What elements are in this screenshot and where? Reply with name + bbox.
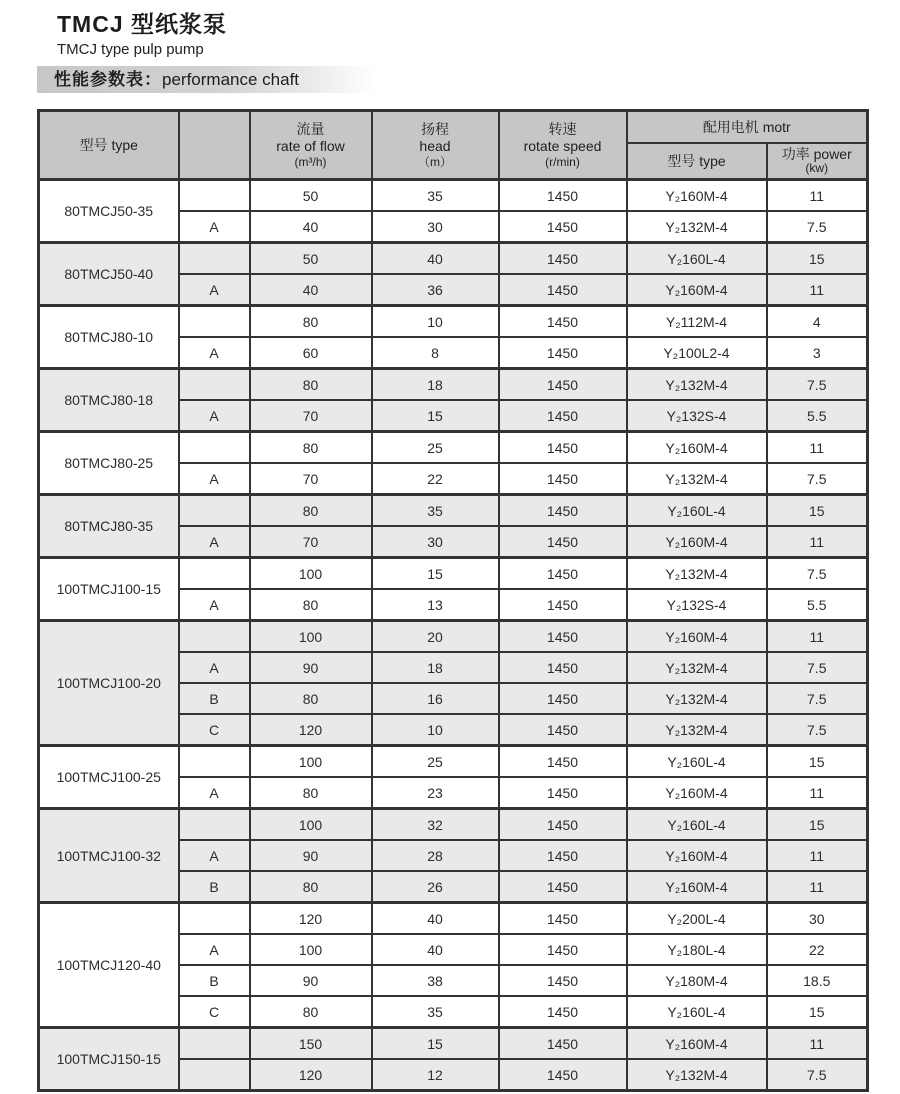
pump-group xyxy=(39,243,868,306)
flow-cell: 120 xyxy=(250,903,372,935)
power-label: 功率 power xyxy=(781,145,852,162)
head-cell: 40 xyxy=(372,243,499,275)
variant-cell xyxy=(179,432,250,464)
speed-cell: 1450 xyxy=(499,243,627,275)
motor-model-cell: Y₂160M-4 xyxy=(627,526,767,558)
col-header-speed xyxy=(499,111,627,180)
variant-cell: A xyxy=(179,526,250,558)
speed-cell: 1450 xyxy=(499,495,627,527)
power-cell: 11 xyxy=(767,1028,868,1060)
flow-cell: 80 xyxy=(250,306,372,338)
head-cell: 13 xyxy=(372,589,499,621)
speed-cell: 1450 xyxy=(499,621,627,653)
model-cell: 80TMCJ80-10 xyxy=(39,306,179,369)
speed-cell: 1450 xyxy=(499,337,627,369)
head-cell: 10 xyxy=(372,714,499,746)
speed-cell: 1450 xyxy=(499,306,627,338)
speed-cell: 1450 xyxy=(499,180,627,212)
head-cell: 35 xyxy=(372,996,499,1028)
power-cell: 11 xyxy=(767,526,868,558)
speed-cell: 1450 xyxy=(499,683,627,714)
motor-model-cell: Y₂160M-4 xyxy=(627,274,767,306)
speed-cell: 1450 xyxy=(499,589,627,621)
flow-cell: 70 xyxy=(250,400,372,432)
speed-cell: 1450 xyxy=(499,903,627,935)
motor-model-cell: Y₂132S-4 xyxy=(627,589,767,621)
col-header-motor-model: 型号 type xyxy=(627,143,767,180)
motor-model-cell: Y₂132M-4 xyxy=(627,1059,767,1091)
power-cell: 7.5 xyxy=(767,211,868,243)
table-row xyxy=(39,243,868,275)
model-cell: 80TMCJ80-18 xyxy=(39,369,179,432)
flow-cell: 100 xyxy=(250,746,372,778)
flow-cell: 70 xyxy=(250,463,372,495)
variant-cell: A xyxy=(179,274,250,306)
power-cell: 4 xyxy=(767,306,868,338)
variant-cell xyxy=(179,903,250,935)
speed-label-zh: 转速 xyxy=(548,120,577,137)
head-cell: 12 xyxy=(372,1059,499,1091)
head-cell: 25 xyxy=(372,432,499,464)
head-cell: 30 xyxy=(372,211,499,243)
variant-cell xyxy=(179,621,250,653)
head-cell: 25 xyxy=(372,746,499,778)
table-row xyxy=(39,746,868,778)
model-cell: 100TMCJ100-20 xyxy=(39,621,179,746)
variant-cell: A xyxy=(179,777,250,809)
flow-unit: (m³/h) xyxy=(294,154,327,169)
table-row xyxy=(39,558,868,590)
pump-group xyxy=(39,495,868,558)
head-cell: 32 xyxy=(372,809,499,841)
model-cell: 100TMCJ100-32 xyxy=(39,809,179,903)
motor-model-cell: Y₂160M-4 xyxy=(627,871,767,903)
head-label-en: head xyxy=(419,138,451,155)
head-cell: 38 xyxy=(372,965,499,996)
variant-cell: A xyxy=(179,211,250,243)
motor-model-cell: Y₂160M-4 xyxy=(627,180,767,212)
pump-group xyxy=(39,809,868,903)
head-cell: 40 xyxy=(372,903,499,935)
pump-group xyxy=(39,558,868,621)
speed-cell: 1450 xyxy=(499,652,627,683)
flow-cell: 80 xyxy=(250,777,372,809)
motor-model-cell: Y₂100L2-4 xyxy=(627,337,767,369)
speed-cell: 1450 xyxy=(499,274,627,306)
flow-cell: 50 xyxy=(250,243,372,275)
head-cell: 15 xyxy=(372,558,499,590)
speed-cell: 1450 xyxy=(499,777,627,809)
flow-label-en: rate of flow xyxy=(276,138,345,155)
power-cell: 18.5 xyxy=(767,965,868,996)
head-cell: 40 xyxy=(372,934,499,965)
speed-cell: 1450 xyxy=(499,840,627,871)
flow-cell: 150 xyxy=(250,1028,372,1060)
model-cell: 100TMCJ150-15 xyxy=(39,1028,179,1091)
motor-model-cell: Y₂160L-4 xyxy=(627,243,767,275)
speed-cell: 1450 xyxy=(499,1028,627,1060)
speed-label-en: rotate speed xyxy=(523,138,602,155)
motor-model-cell: Y₂160M-4 xyxy=(627,432,767,464)
variant-cell xyxy=(179,809,250,841)
power-cell: 11 xyxy=(767,274,868,306)
page-title: TMCJ 型纸浆泵 xyxy=(57,11,227,37)
flow-cell: 100 xyxy=(250,809,372,841)
head-cell: 26 xyxy=(372,871,499,903)
power-cell: 7.5 xyxy=(767,683,868,714)
pump-group xyxy=(39,432,868,495)
pump-group xyxy=(39,369,868,432)
flow-cell: 90 xyxy=(250,965,372,996)
head-cell: 15 xyxy=(372,1028,499,1060)
head-cell: 10 xyxy=(372,306,499,338)
variant-cell xyxy=(179,1028,250,1060)
power-unit: (kw) xyxy=(805,161,829,176)
motor-model-cell: Y₂160L-4 xyxy=(627,996,767,1028)
head-cell: 35 xyxy=(372,495,499,527)
table-row xyxy=(39,369,868,401)
power-cell: 3 xyxy=(767,337,868,369)
flow-cell: 50 xyxy=(250,180,372,212)
flow-cell: 100 xyxy=(250,621,372,653)
flow-cell: 80 xyxy=(250,495,372,527)
model-cell: 80TMCJ80-25 xyxy=(39,432,179,495)
variant-cell: A xyxy=(179,400,250,432)
variant-cell: B xyxy=(179,871,250,903)
variant-cell: A xyxy=(179,840,250,871)
power-cell: 7.5 xyxy=(767,369,868,401)
power-cell: 11 xyxy=(767,432,868,464)
flow-label-zh: 流量 xyxy=(296,120,325,137)
table-row xyxy=(39,809,868,841)
pump-group xyxy=(39,621,868,746)
variant-cell xyxy=(179,1059,250,1091)
head-label-zh: 扬程 xyxy=(421,120,449,137)
flow-cell: 80 xyxy=(250,683,372,714)
variant-cell: A xyxy=(179,652,250,683)
motor-model-cell: Y₂112M-4 xyxy=(627,306,767,338)
model-cell: 80TMCJ80-35 xyxy=(39,495,179,558)
speed-cell: 1450 xyxy=(499,934,627,965)
head-cell: 36 xyxy=(372,274,499,306)
head-cell: 18 xyxy=(372,652,499,683)
speed-cell: 1450 xyxy=(499,1059,627,1091)
variant-cell xyxy=(179,558,250,590)
variant-cell: C xyxy=(179,714,250,746)
table-row xyxy=(39,1028,868,1060)
pump-group xyxy=(39,1028,868,1091)
section-title-zh: 性能参数表： xyxy=(54,70,162,89)
power-cell: 11 xyxy=(767,840,868,871)
head-cell: 8 xyxy=(372,337,499,369)
motor-model-cell: Y₂132M-4 xyxy=(627,714,767,746)
head-cell: 30 xyxy=(372,526,499,558)
flow-cell: 120 xyxy=(250,714,372,746)
power-cell: 5.5 xyxy=(767,400,868,432)
table-row xyxy=(39,903,868,935)
head-cell: 20 xyxy=(372,621,499,653)
section-title-en: performance chaft xyxy=(162,70,300,89)
power-cell: 5.5 xyxy=(767,589,868,621)
flow-cell: 100 xyxy=(250,934,372,965)
col-header-motor-power xyxy=(767,143,868,180)
motor-model-cell: Y₂160M-4 xyxy=(627,840,767,871)
variant-cell xyxy=(179,746,250,778)
motor-model-cell: Y₂132M-4 xyxy=(627,652,767,683)
power-cell: 7.5 xyxy=(767,714,868,746)
flow-cell: 90 xyxy=(250,840,372,871)
motor-model-cell: Y₂132M-4 xyxy=(627,463,767,495)
power-cell: 30 xyxy=(767,903,868,935)
flow-cell: 40 xyxy=(250,211,372,243)
col-header-flow xyxy=(250,111,372,180)
variant-cell xyxy=(179,243,250,275)
flow-cell: 80 xyxy=(250,369,372,401)
table-row xyxy=(39,621,868,653)
power-cell: 11 xyxy=(767,621,868,653)
flow-cell: 100 xyxy=(250,558,372,590)
speed-unit: (r/min) xyxy=(545,154,580,169)
variant-cell xyxy=(179,306,250,338)
table-row xyxy=(39,495,868,527)
speed-cell: 1450 xyxy=(499,746,627,778)
head-cell: 18 xyxy=(372,369,499,401)
flow-cell: 40 xyxy=(250,274,372,306)
motor-model-cell: Y₂160M-4 xyxy=(627,621,767,653)
model-cell: 100TMCJ120-40 xyxy=(39,903,179,1028)
power-cell: 7.5 xyxy=(767,1059,868,1091)
col-header-variant xyxy=(179,111,250,180)
motor-model-cell: Y₂132M-4 xyxy=(627,211,767,243)
flow-cell: 60 xyxy=(250,337,372,369)
power-cell: 11 xyxy=(767,777,868,809)
pump-group xyxy=(39,180,868,243)
power-cell: 22 xyxy=(767,934,868,965)
power-cell: 11 xyxy=(767,180,868,212)
power-cell: 7.5 xyxy=(767,652,868,683)
motor-model-cell: Y₂160L-4 xyxy=(627,746,767,778)
speed-cell: 1450 xyxy=(499,558,627,590)
pump-group xyxy=(39,903,868,1028)
section-header-bar xyxy=(37,66,375,93)
flow-cell: 80 xyxy=(250,589,372,621)
speed-cell: 1450 xyxy=(499,526,627,558)
power-cell: 7.5 xyxy=(767,558,868,590)
col-header-model: 型号 type xyxy=(39,111,179,180)
col-header-motor-group: 配用电机 motr xyxy=(627,111,868,144)
speed-cell: 1450 xyxy=(499,809,627,841)
motor-model-cell: Y₂180M-4 xyxy=(627,965,767,996)
col-header-head xyxy=(372,111,499,180)
motor-model-cell: Y₂132M-4 xyxy=(627,558,767,590)
motor-model-cell: Y₂132S-4 xyxy=(627,400,767,432)
model-cell: 100TMCJ100-15 xyxy=(39,558,179,621)
speed-cell: 1450 xyxy=(499,996,627,1028)
motor-model-cell: Y₂160M-4 xyxy=(627,1028,767,1060)
motor-model-cell: Y₂160M-4 xyxy=(627,777,767,809)
head-cell: 35 xyxy=(372,180,499,212)
power-cell: 11 xyxy=(767,871,868,903)
power-cell: 7.5 xyxy=(767,463,868,495)
variant-cell: B xyxy=(179,683,250,714)
table-header xyxy=(39,111,868,180)
flow-cell: 70 xyxy=(250,526,372,558)
head-cell: 15 xyxy=(372,400,499,432)
motor-model-cell: Y₂160L-4 xyxy=(627,495,767,527)
table-row xyxy=(39,306,868,338)
speed-cell: 1450 xyxy=(499,871,627,903)
variant-cell: A xyxy=(179,589,250,621)
flow-cell: 90 xyxy=(250,652,372,683)
table-row xyxy=(39,180,868,212)
variant-cell xyxy=(179,369,250,401)
motor-model-cell: Y₂200L-4 xyxy=(627,903,767,935)
variant-cell: A xyxy=(179,337,250,369)
page-subtitle: TMCJ type pulp pump xyxy=(57,41,204,58)
speed-cell: 1450 xyxy=(499,400,627,432)
motor-model-cell: Y₂160L-4 xyxy=(627,809,767,841)
variant-cell xyxy=(179,180,250,212)
model-cell: 100TMCJ100-25 xyxy=(39,746,179,809)
power-cell: 15 xyxy=(767,809,868,841)
speed-cell: 1450 xyxy=(499,432,627,464)
performance-table xyxy=(37,109,869,1092)
speed-cell: 1450 xyxy=(499,211,627,243)
pump-group xyxy=(39,746,868,809)
motor-model-cell: Y₂132M-4 xyxy=(627,683,767,714)
head-cell: 23 xyxy=(372,777,499,809)
head-unit: （m） xyxy=(418,154,452,169)
flow-cell: 80 xyxy=(250,996,372,1028)
flow-cell: 80 xyxy=(250,871,372,903)
flow-cell: 120 xyxy=(250,1059,372,1091)
speed-cell: 1450 xyxy=(499,965,627,996)
variant-cell: B xyxy=(179,965,250,996)
power-cell: 15 xyxy=(767,746,868,778)
head-cell: 22 xyxy=(372,463,499,495)
speed-cell: 1450 xyxy=(499,714,627,746)
variant-cell: C xyxy=(179,996,250,1028)
speed-cell: 1450 xyxy=(499,463,627,495)
motor-model-cell: Y₂132M-4 xyxy=(627,369,767,401)
power-cell: 15 xyxy=(767,495,868,527)
flow-cell: 80 xyxy=(250,432,372,464)
table-row xyxy=(39,432,868,464)
speed-cell: 1450 xyxy=(499,369,627,401)
power-cell: 15 xyxy=(767,996,868,1028)
motor-model-cell: Y₂180L-4 xyxy=(627,934,767,965)
head-cell: 28 xyxy=(372,840,499,871)
variant-cell: A xyxy=(179,463,250,495)
power-cell: 15 xyxy=(767,243,868,275)
model-cell: 80TMCJ50-35 xyxy=(39,180,179,243)
head-cell: 16 xyxy=(372,683,499,714)
pump-group xyxy=(39,306,868,369)
variant-cell: A xyxy=(179,934,250,965)
variant-cell xyxy=(179,495,250,527)
model-cell: 80TMCJ50-40 xyxy=(39,243,179,306)
